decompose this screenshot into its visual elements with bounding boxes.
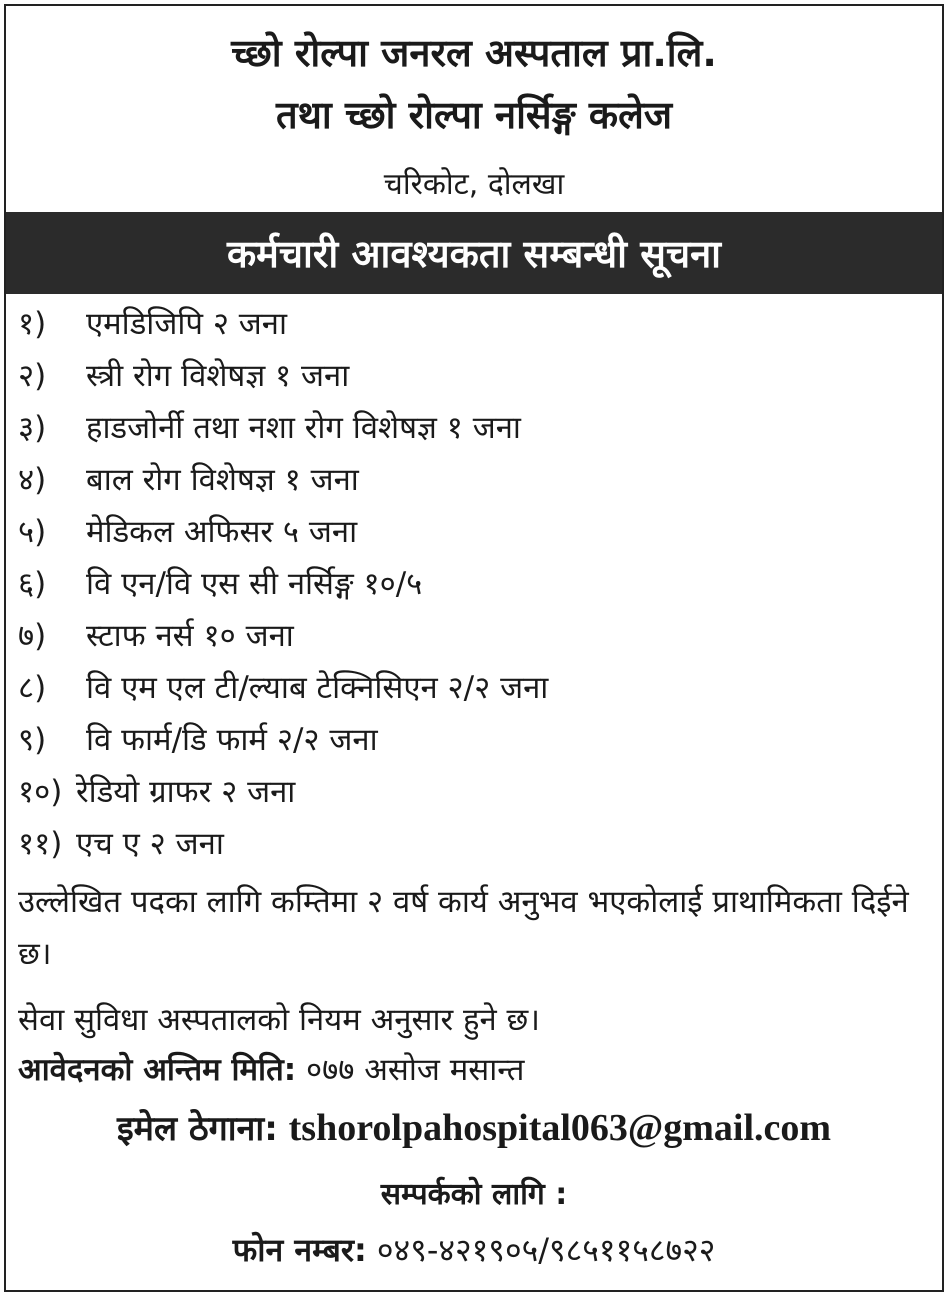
position-number: ४) (18, 462, 47, 498)
position-item (18, 766, 928, 818)
experience-note: उल्लेखित पदका लागि कम्तिमा २ वर्ष कार्य अनुभव भएकोलाई प्राथामिकता दिईने छ। (18, 884, 909, 972)
position-number: ५) (18, 514, 47, 550)
positions-list (18, 298, 928, 870)
position-text: मेडिकल अफिसर ५ जना (86, 514, 358, 550)
org-title-line2: तथा च्छो रोल्पा नर्सिङ्ग कलेज (275, 93, 673, 137)
position-item (18, 558, 928, 610)
position-number: ३) (18, 410, 47, 446)
position-number: ८) (18, 670, 47, 706)
position-text: बाल रोग विशेषज्ञ १ जना (86, 462, 359, 498)
position-number: ७) (18, 618, 47, 654)
position-number: ११) (18, 826, 63, 862)
position-item (18, 298, 928, 350)
position-text: वि फार्म/डि फार्म २/२ जना (86, 722, 378, 758)
position-text: हाडजोर्नी तथा नशा रोग विशेषज्ञ १ जना (86, 410, 521, 446)
contact-heading: सम्पर्कको लागि : (380, 1177, 568, 1212)
position-text: एमडिजिपि २ जना (86, 306, 288, 342)
phone-line (6, 1228, 942, 1271)
position-item (18, 610, 928, 662)
email-line (6, 1104, 942, 1150)
position-text: स्त्री रोग विशेषज्ञ १ जना (86, 358, 350, 394)
phone-number: ०४९-४२१९०५/९८५११५८७२२ (376, 1231, 716, 1269)
position-text: रेडियो ग्राफर २ जना (76, 774, 296, 810)
notice-banner (6, 212, 942, 294)
org-address: चरिकोट, दोलखा (383, 167, 565, 202)
position-item (18, 818, 928, 870)
position-item (18, 662, 928, 714)
position-number: १०) (18, 774, 63, 810)
org-title-line1: च्छो रोल्पा जनरल अस्पताल प्रा.लि. (231, 31, 717, 75)
deadline-label: आवेदनको अन्तिम मिति: (18, 1052, 297, 1088)
position-item (18, 350, 928, 402)
position-text: स्टाफ नर्स १० जना (86, 618, 294, 654)
job-notice (4, 4, 944, 1292)
facilities-note: सेवा सुविधा अस्पतालको नियम अनुसार हुने छ। (18, 1002, 541, 1038)
position-item (18, 454, 928, 506)
position-text: वि एन/वि एस सी नर्सिङ्ग १०/५ (86, 566, 423, 602)
position-number: ९) (18, 722, 47, 758)
position-text: एच ए २ जना (76, 826, 224, 862)
position-item (18, 714, 928, 766)
position-number: १) (18, 306, 47, 342)
phone-label: फोन नम्बर: (232, 1231, 367, 1269)
position-text: वि एम एल टी/ल्याब टेक्निसिएन २/२ जना (86, 670, 549, 706)
application-deadline (18, 1044, 524, 1096)
notice-title: कर्मचारी आवश्यकता सम्बन्धी सूचना (226, 232, 722, 276)
deadline-value: ०७७ असोज मसान्त (306, 1052, 525, 1088)
position-item (18, 506, 928, 558)
email-address[interactable]: tshorolpahospital063@gmail.com (288, 1107, 832, 1149)
position-number: २) (18, 358, 47, 394)
position-number: ६) (18, 566, 47, 602)
position-item (18, 402, 928, 454)
email-label: इमेल ठेगाना: (116, 1109, 278, 1149)
